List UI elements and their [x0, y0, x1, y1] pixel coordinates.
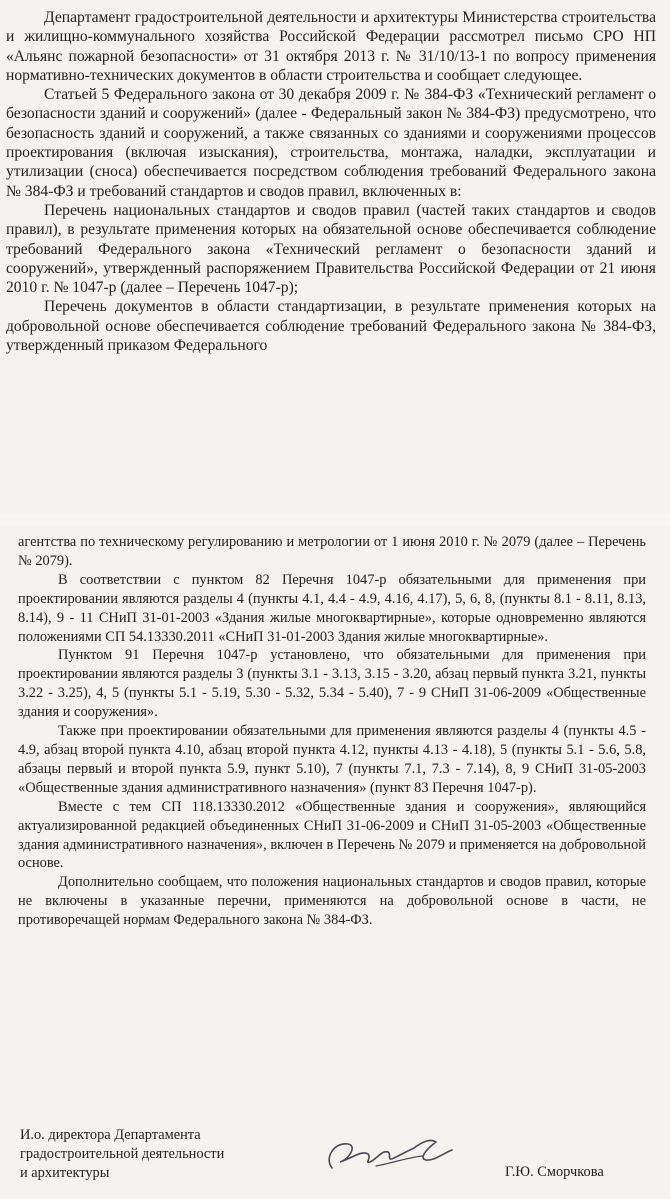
- paragraph-item-82: В соответствии с пунктом 82 Перечня 1047-р обязательными для применения при проектировании являются разделы 4 (пункты 4.1, 4.4 - 4.9, 4.16, 4.17), 5, 6, 8, (пункты 8.1 - 8.11, 8.13, 8.14), 9 - 11 СНиП 31-01-2003 «Здания жилые многоквартирные», которые одновременно являются положениями СП 54.13330.2011 «СНиП 31-01-2003 Здания жилые многоквартирные».: [18, 571, 646, 645]
- paragraph-article-5: Статьей 5 Федерального закона от 30 декабря 2009 г. № 384-ФЗ «Технический регламент о безопасности зданий и сооружений» (далее - Федеральный закон № 384-ФЗ) предусмотрено, что безопасность зданий и сооружений, а также связанных со зданиями и сооружениями процессов проектирования (включая изыскания), строительства, монтажа, наладки, эксплуатации и утилизации (сноса) обеспечивается посредством соблюдения требований Федерального закона № 384-ФЗ и требований стандартов и сводов правил, включенных в:: [6, 86, 656, 200]
- letter-body-bottom: [18, 533, 646, 930]
- paragraph-snip-31-05: Также при проектировании обязательными для применения являются разделы 4 (пункты 4.5 - 4.9, абзац второй пункта 4.10, абзац второй пункта 4.12, пункты 4.13 - 4.18), 5 (пункты 5.1 - 5.6, 5.8, абзацы первый и второй пункта 5.9, пункт 5.10), 7 (пункты 7.1, 7.3 - 7.14), 8, 9 СНиП 31-05-2003 «Общественные здания административного назначения» (пункт 83 Перечня 1047-р).: [18, 723, 646, 796]
- signatory-title-line-1: И.о. директора Департамента: [20, 1127, 201, 1143]
- paragraph-sp-118: Вместе с тем СП 118.13330.2012 «Общественные здания и сооружения», являющийся актуализированной редакцией объединенных СНиП 31-06-2009 и СНиП 31-05-2003 «Общественные здания административного назначения», включен в Перечень № 2079 и применяется на добровольной основе.: [18, 798, 646, 872]
- paragraph-item-91: Пунктом 91 Перечня 1047-р установлено, что обязательными для применения при проектировании являются разделы 3 (пункты 3.1 - 3.13, 3.15 - 3.20, абзац первый пункта 3.21, пункты 3.22 - 3.25), 4, 5 (пункты 5.1 - 5.19, 5.30 - 5.32, 5.34 - 5.40), 7 - 9 СНиП 31-06-2009 «Общественные здания и сооружения».: [18, 647, 646, 721]
- signatory-name: Г.Ю. Сморчкова: [505, 1164, 604, 1180]
- signatory-title: [20, 1126, 224, 1183]
- paragraph-list-2079-start: Перечень документов в области стандартизации, в результате применения которых на добровольной основе обеспечивается соблюдение требований Федерального закона № 384-ФЗ, утвержденный приказом Федерального: [6, 298, 656, 355]
- paragraph-conclusion: Дополнительно сообщаем, что положения национальных стандартов и сводов правил, которые не включены в указанные перечни, применяются на добровольной основе в части, не противоречащей нормам Федерального закона № 384-ФЗ.: [18, 874, 646, 929]
- paragraph-list-2079-end: агентства по техническому регулированию и метрологии от 1 июня 2010 г. № 2079 (далее – Перечень № 2079).: [18, 534, 646, 569]
- page-break: [0, 513, 670, 525]
- signatory-title-line-3: и архитектуры: [20, 1165, 110, 1181]
- letter-body-top: [6, 8, 656, 355]
- paragraph-intro: Департамент градостроительной деятельности и архитектуры Министерства строительства и жилищно-коммунального хозяйства Российской Федерации рассмотрел письмо СРО НП «Альянс пожарной безопасности» от 31 октября 2013 г. № 31/10/13-1 по вопросу применения нормативно-технических документов в области строительства и сообщает следующее.: [6, 9, 656, 84]
- paragraph-list-1047: Перечень национальных стандартов и сводов правил (частей таких стандартов и сводов правил), в результате применения которых на обязательной основе обеспечивается соблюдение требований Федерального закона «Технический регламент о безопасности зданий и сооружений», утвержденный распоряжением Правительства Российской Федерации от 21 июня 2010 г. № 1047-р (далее – Перечень 1047-р);: [6, 201, 656, 297]
- handwritten-signature: [318, 1128, 468, 1178]
- signatory-title-line-2: градостроительной деятельности: [20, 1146, 225, 1162]
